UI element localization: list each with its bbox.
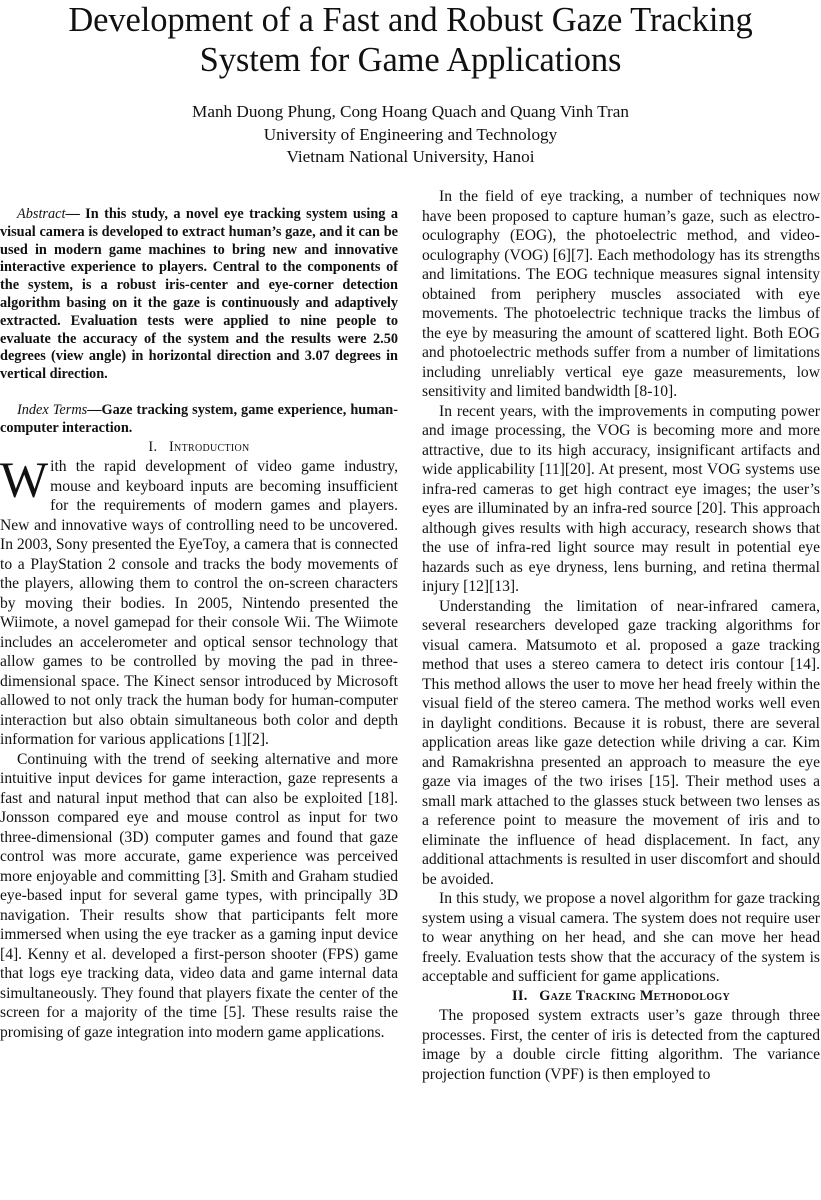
- section-title-intro: Introduction: [168, 438, 250, 455]
- index-terms: [0, 402, 398, 438]
- intro-paragraph-1-text: ith the rapid development of video game industry, mouse and keyboard inputs are becoming insufficient for the requirements of modern games and players. New and innovative ways of controlling need to be uncovered. In 2003, Sony presented the EyeToy, a camera that is connected to a PlayStation 2 console and tracks the body movements of the players, allowing them to control the on-screen characters by moving their bodies. In 2005, Nintendo presented the Wiimote, a novel gamepad for their console Wii. The Wiimote includes an accelerometer and optical sensor technology that allow games to be controlled by moving the pad in three-dimensional space. The Kinect sensor introduced by Microsoft allowed to not only track the human body for human-computer interaction but also obtain simultaneous both color and depth information for various applications [1][2].: [0, 458, 398, 749]
- right-column: [422, 187, 820, 1084]
- section-heading-introduction: [0, 438, 398, 458]
- intro-paragraph-6: In this study, we propose a novel algorithm for gaze tracking system using a visual camera. The system does not require user to wear anything on her head, and she can move her head freely. Evaluation tests show that the accuracy of the system is acceptable and sufficient for game applications.: [422, 890, 820, 985]
- intro-paragraph-3: In the field of eye tracking, a number of techniques now have been proposed to capture human’s gaze, such as electro-oculography (EOG), the photoelectric method, and video-oculography (VOG) [6][7]. Each methodology has its strengths and limitations. The EOG technique measures signal intensity obtained from periphery muscles associated with eye movements. The photoelectric technique tracks the limbus of the eye by measuring the amount of scattered light. Both EOG and photoelectric methods suffer from a number of limitations including unreliably vertical eye gaze measurements, low sensitivity and limited bandwidth [8-10].: [422, 188, 820, 400]
- author-block: [0, 101, 821, 169]
- intro-paragraph-4: In recent years, with the improvements in computing power and image processing, the VOG is becoming more and more attractive, due to its high accuracy, insignificant artifacts and wide applicability [11][20]. At present, most VOG systems use infra-red cameras to get high contract eye images; the user’s eyes are illuminated by an infra-red source [20]. This approach although gives results with high accuracy, research shows that the use of infra-red light source may result in potential eye hazards such as eye dryness, lens burning, and retina thermal injury [12][13].: [422, 402, 820, 595]
- left-column: [0, 206, 398, 1042]
- intro-paragraph-5: Understanding the limitation of near-infrared camera, several researchers developed gaze tracking algorithms for visual camera. Matsumoto et al. proposed a gaze tracking method that uses a stereo camera to detect iris contour [14]. This method allows the user to move her head freely within the visual field of the stereo camera. The method works well even in daylight conditions. Because it is robust, there are several application areas like gaze detection while driving a car. Kim and Ramakrishna presented an approach to measure the eye gaze via images of the two irises [15]. Their method uses a small mark attached to the glasses stuck between two lenses as a reference point to measure the movement of iris and to eliminate the influence of head displacement. In fact, any additional attachments is resulted in user discomfort and should be avoided.: [422, 597, 820, 888]
- section-title-method: Gaze Tracking Methodology: [539, 987, 731, 1004]
- section-number-intro: I.: [148, 438, 158, 455]
- abstract: [0, 206, 398, 384]
- method-paragraph-1: The proposed system extracts user’s gaze through three processes. First, the center of iris is detected from the captured image by a double circle fitting algorithm. The variance projection function (VPF) is then employed to: [422, 1007, 820, 1083]
- index-terms-text: —Gaze tracking system, game experience, human-computer interaction.: [0, 401, 398, 436]
- affiliation-national: Vietnam National University, Hanoi: [286, 147, 535, 166]
- abstract-label: Abstract: [17, 206, 66, 222]
- index-terms-label: Index Terms: [17, 401, 88, 418]
- author-names: Manh Duong Phung, Cong Hoang Quach and Quang Vinh Tran: [192, 102, 629, 121]
- abstract-text: — In this study, a novel eye tracking system using a visual camera is developed to extract human’s gaze, and it can be used in modern game machines to bring new and innovative interactive experience to players. Central to the components of the system, is a robust iris-center and eye-corner detection algorithm basing on it the gaze is continuously and adaptively extracted. Evaluation tests were applied to nine people to evaluate the accuracy of the system and the results were 2.50 degrees (view angle) in horizontal direction and 3.07 degrees in vertical direction.: [0, 206, 398, 383]
- section-number-method: II.: [511, 987, 528, 1004]
- title-line-2: System for Game Applications: [199, 41, 622, 79]
- affiliation-university: University of Engineering and Technology: [263, 124, 558, 144]
- paper-title: [0, 0, 821, 80]
- section-heading-methodology: [422, 987, 820, 1007]
- intro-paragraph-2: Continuing with the trend of seeking alternative and more intuitive input devices for game interaction, gaze represents a fast and natural input method that can also be exploited [18]. Jonsson compared eye and mouse control as input for two three-dimensional (3D) computer games and found that gaze control was more accurate, game experience was perceived more enjoyable and committing [3]. Smith and Graham studied eye-based input for several game types, with principally 3D navigation. Their results show that participants felt more immersed when using the eye tracker as a gaming input device [4]. Kenny et al. developed a first-person shooter (FPS) game that logs eye tracking data, video data and game internal data simultaneously. They found that players fixate the center of the screen for a majority of the time [5]. These results raise the promising of gaze integration into modern game applications.: [0, 750, 398, 1041]
- drop-cap: W: [0, 453, 49, 510]
- intro-paragraph-1: [0, 453, 398, 750]
- title-line-1: Development of a Fast and Robust Gaze Tracking: [68, 1, 753, 39]
